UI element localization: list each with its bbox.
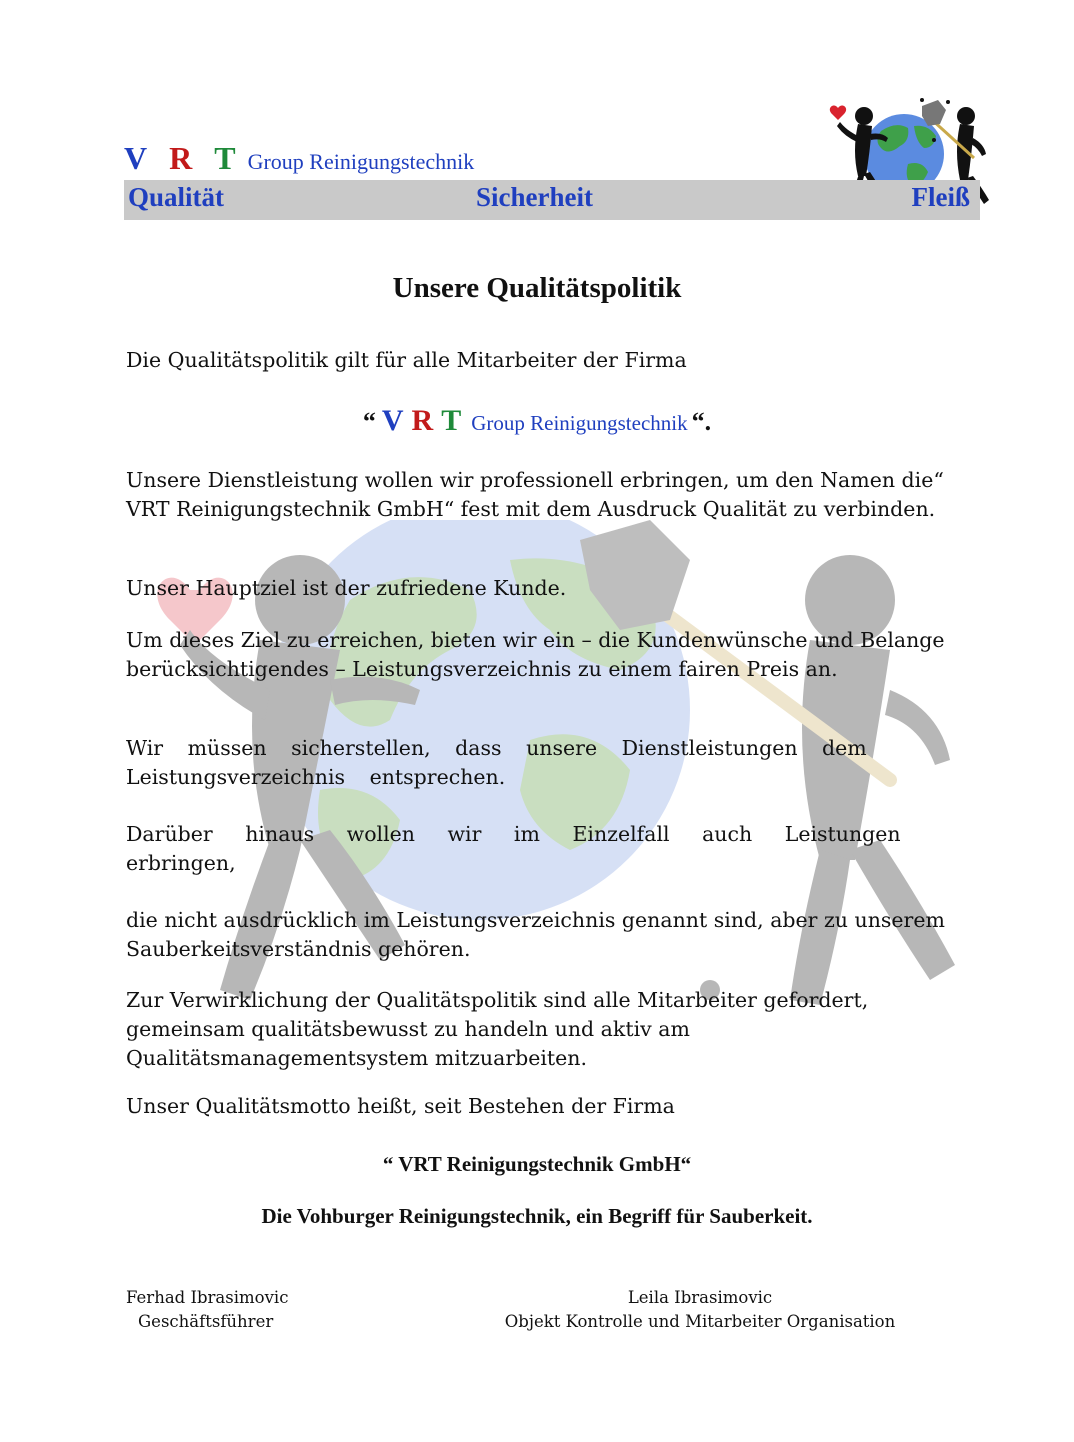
brand-open-quote: “ xyxy=(362,407,376,436)
intro-text: Die Qualitätspolitik gilt für alle Mitarbeiter der Firma xyxy=(126,348,687,372)
header-brand xyxy=(124,140,474,180)
signature-role: Geschäftsführer xyxy=(138,1312,274,1331)
center-brand-letter-r: R xyxy=(411,404,434,437)
brand-letter-v: V xyxy=(124,140,148,176)
brand-name: Group Reinigungstechnik xyxy=(247,149,475,174)
header-value-quality: Qualität xyxy=(128,182,225,212)
page-title: Unsere Qualitätspolitik xyxy=(392,272,682,304)
brand-letter-t: T xyxy=(214,140,236,176)
signature-name: Ferhad Ibrasimovic xyxy=(126,1288,289,1307)
brand-letter-r: R xyxy=(169,140,193,176)
header-value-diligence: Fleiß xyxy=(911,182,970,212)
header-values-bar xyxy=(124,180,980,220)
paragraph: Unsere Dienstleistung wollen wir professionell erbringen, um den Namen die“ VRT Reinigungstechnik GmbH“ fest mit dem Ausdruck Qualität zu verbinden. xyxy=(126,468,944,521)
center-brand-letter-t: T xyxy=(441,404,462,437)
paragraph: Zur Verwirklichung der Qualitätspolitik sind alle Mitarbeiter gefordert, gemeinsam qualitätsbewusst zu handeln und aktiv am Qualitätsmanagementsystem mitzuarbeiten. xyxy=(126,988,869,1070)
signature-left xyxy=(126,1286,288,1334)
signature-right xyxy=(470,1286,930,1334)
signature-role: Objekt Kontrolle und Mitarbeiter Organisation xyxy=(504,1312,896,1331)
motto-slogan: Die Vohburger Reinigungstechnik, ein Begriff für Sauberkeit. xyxy=(261,1204,813,1228)
paragraph: Unser Hauptziel ist der zufriedene Kunde. xyxy=(126,576,567,600)
brand-close-quote: “. xyxy=(691,407,712,436)
motto-company: “ VRT Reinigungstechnik GmbH“ xyxy=(382,1152,692,1176)
paragraph: Unser Qualitätsmotto heißt, seit Bestehen der Firma xyxy=(126,1094,675,1118)
paragraph: Um dieses Ziel zu erreichen, bieten wir ein – die Kundenwünsche und Belange berücksichtigendes – Leistungsverzeichnis zu einem fairen Preis an. xyxy=(126,628,945,681)
paragraph: Darüber hinaus wollen wir im Einzelfall auch Leistungen erbringen, xyxy=(126,822,901,875)
center-brand-letter-v: V xyxy=(381,404,404,437)
paragraph: die nicht ausdrücklich im Leistungsverzeichnis genannt sind, aber zu unserem Sauberkeitsverständnis gehören. xyxy=(126,908,945,961)
signature-name: Leila Ibrasimovic xyxy=(627,1288,773,1307)
paragraph: Wir müssen sicherstellen, dass unsere Dienstleistungen dem Leistungsverzeichnis entsprechen. xyxy=(126,736,867,789)
header-value-safety: Sicherheit xyxy=(476,182,593,212)
center-brand xyxy=(0,404,1074,438)
center-brand-name: Group Reinigungstechnik xyxy=(471,411,688,435)
